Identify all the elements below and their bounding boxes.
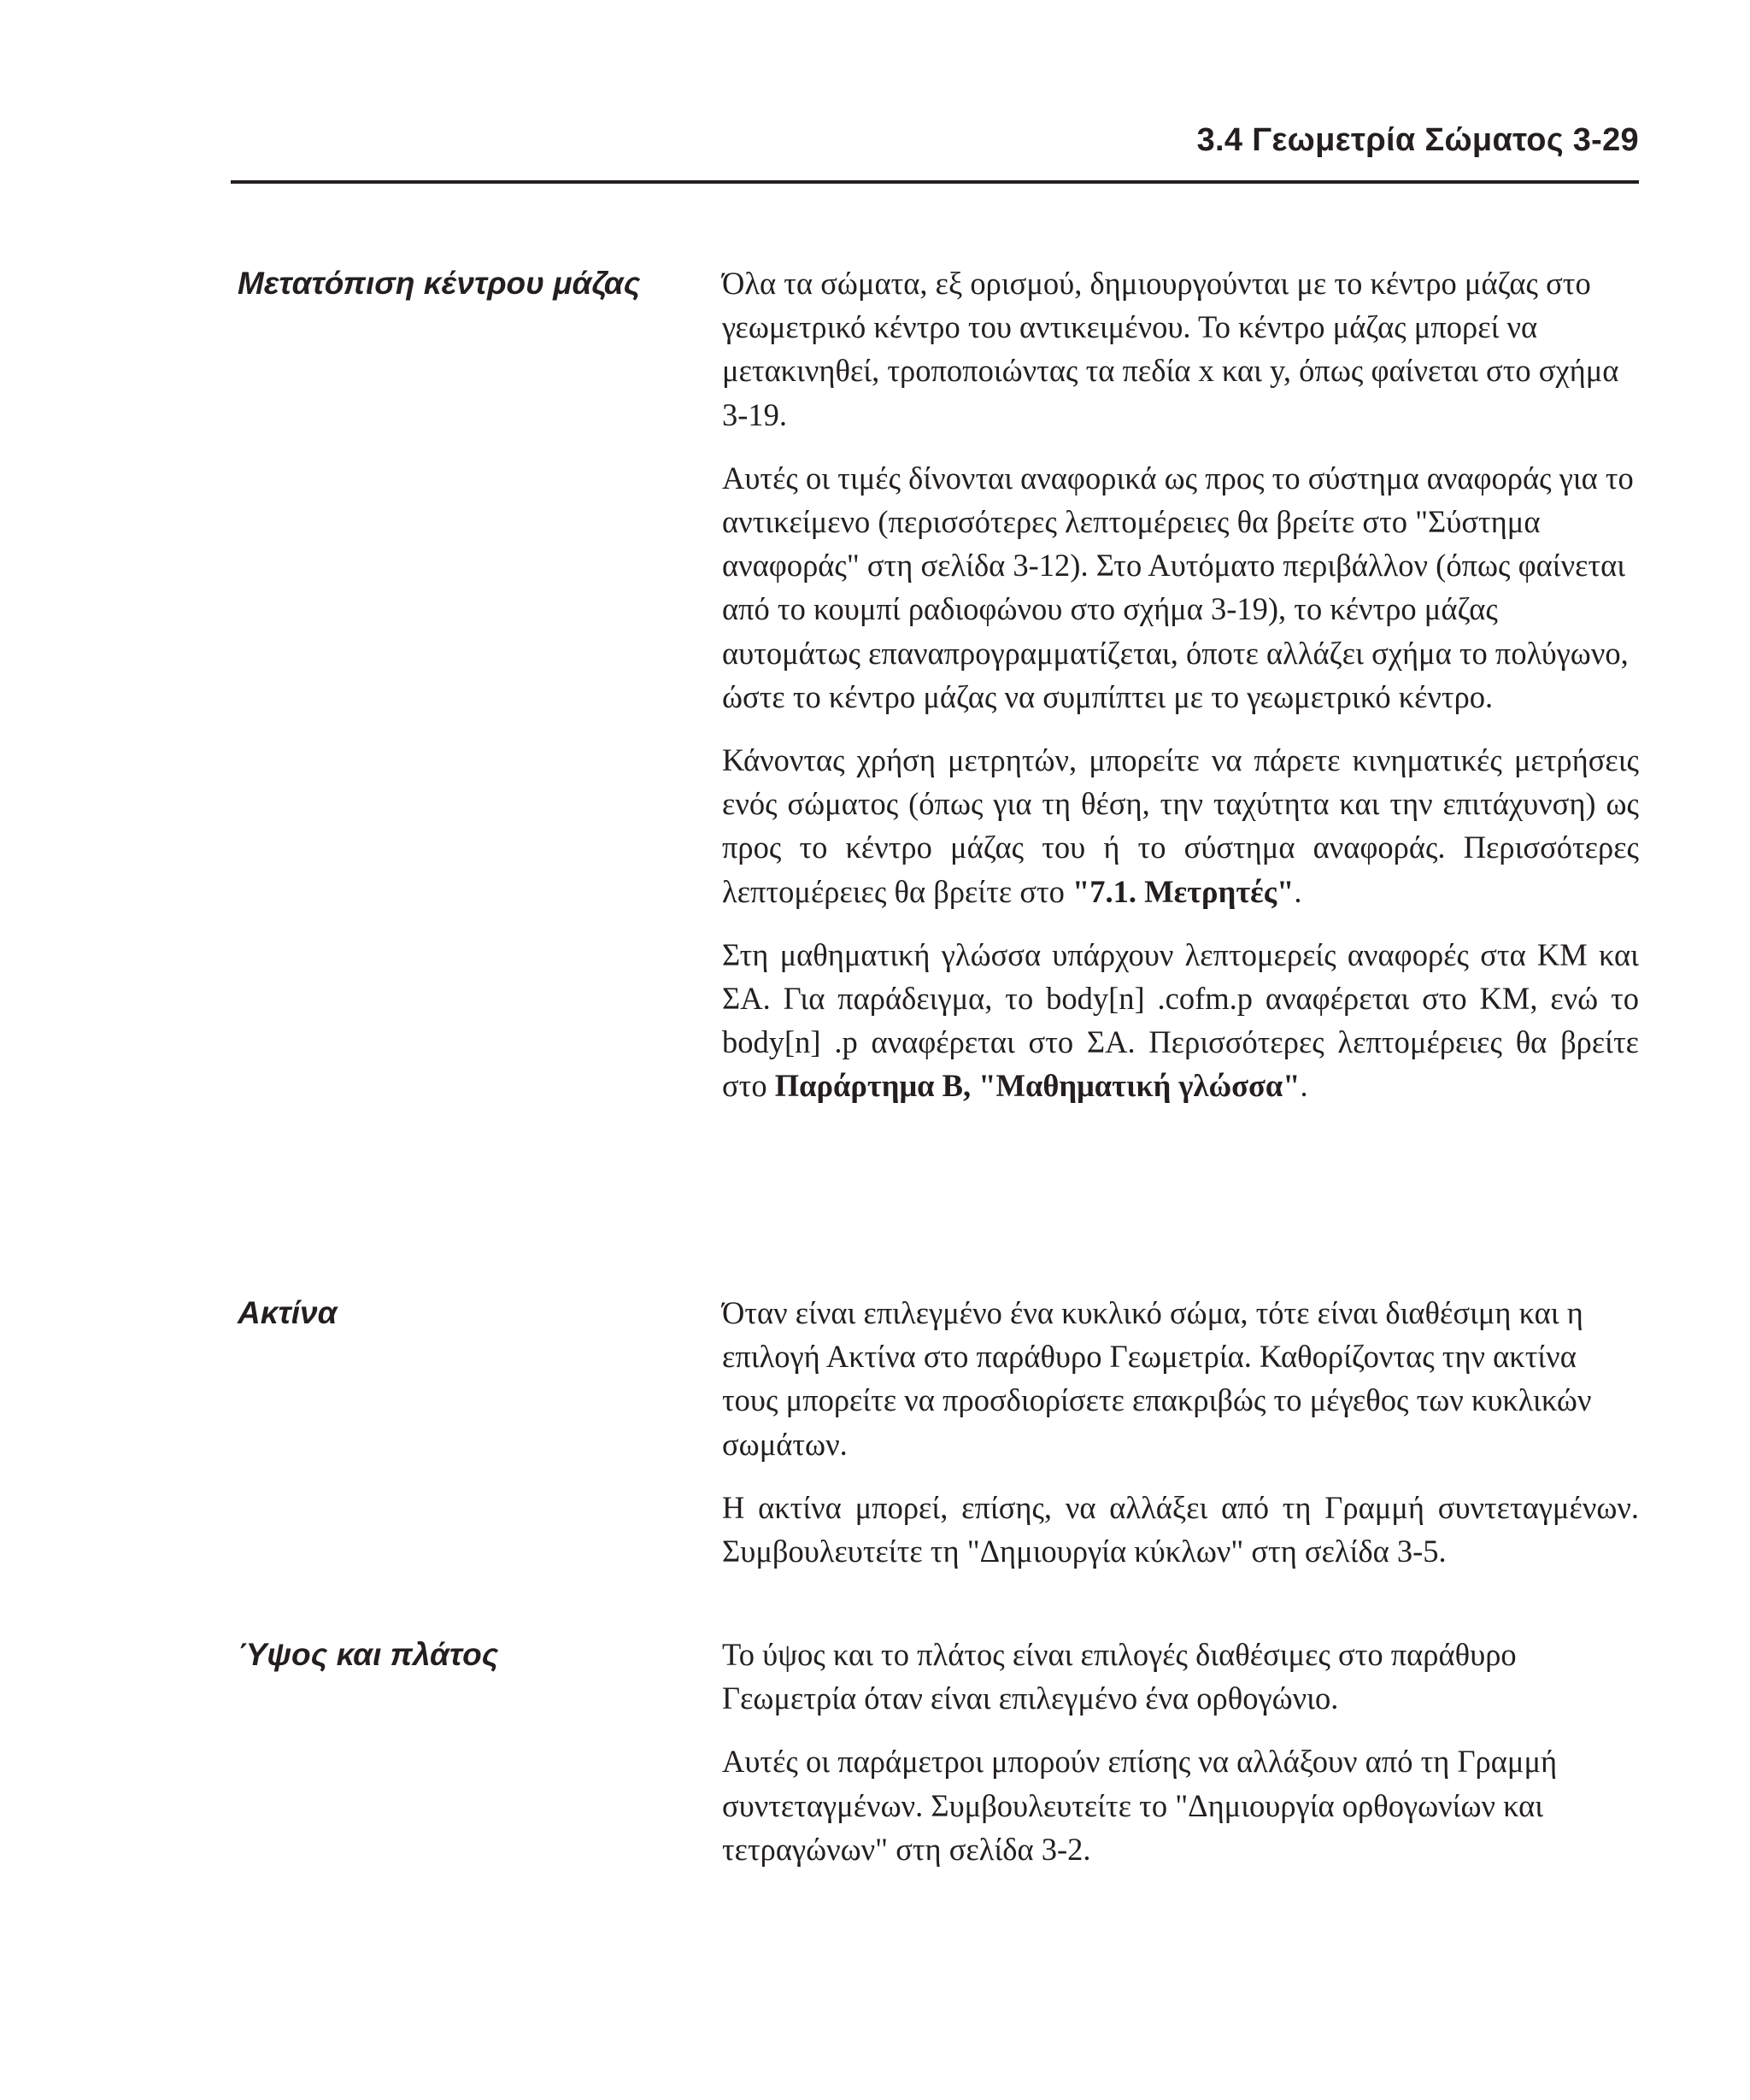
page-header-title: 3.4 Γεωμετρία Σώματος 3-29	[1196, 122, 1639, 158]
paragraph: Αυτές οι παράμετροι μπορούν επίσης να αλλάξουν από τη Γραμμή συντεταγμένων. Συμβουλευτείτε το "Δημιουργία ορθογωνίων και τετραγώνων" στη σελίδα 3-2.	[722, 1744, 1558, 1867]
section-heading: Ύψος και πλάτος	[238, 1637, 499, 1672]
paragraph-text: .	[1300, 1068, 1308, 1104]
paragraph-text: .	[1294, 873, 1302, 909]
paragraph: Όταν είναι επιλεγμένο ένα κυκλικό σώμα, τότε είναι διαθέσιμη και η επιλογή Ακτίνα στο παράθυρο Γεωμετρία. Καθορίζοντας την ακτίνα τους μπορείτε να προσδιορίσετε επακριβώς το μέγεθος των κυκλικών σωμάτων.	[722, 1295, 1592, 1462]
paragraph: Το ύψος και το πλάτος είναι επιλογές διαθέσιμες στο παράθυρο Γεωμετρία όταν είναι επιλεγμένο ένα ορθογώνιο.	[722, 1637, 1517, 1716]
paragraph	[722, 738, 1639, 913]
paragraph-text: Κάνοντας χρήση μετρητών, μπορείτε να πάρετε κινηματικές μετρήσεις ενός σώματος (όπως για τη θέση, την ταχύτητα και την επιτάχυνση) ως προς το κέντρο μάζας του ή το σύστημα αναφοράς. Περισσότερες λεπτομέρειες θα βρείτε στο	[722, 742, 1639, 909]
section-body	[722, 1291, 1639, 1593]
paragraph: Όλα τα σώματα, εξ ορισμού, δημιουργούνται με το κέντρο μάζας στο γεωμετρικό κέντρο του αντικειμένου. Το κέντρο μάζας μπορεί να μετακινηθεί, τροποποιώντας τα πεδία x και y, όπως φαίνεται στο σχήμα 3-19.	[722, 266, 1619, 432]
paragraph	[722, 933, 1639, 1108]
section-heading: Ακτίνα	[238, 1295, 338, 1330]
paragraph: Η ακτίνα μπορεί, επίσης, να αλλάξει από τη Γραμμή συντεταγμένων. Συμβουλευτείτε τη "Δημιουργία κύκλων" στη σελίδα 3-5.	[722, 1489, 1639, 1569]
section-body	[722, 261, 1639, 1128]
section-heading: Μετατόπιση κέντρου μάζας	[238, 266, 641, 301]
paragraph-text: Στη μαθηματική γλώσσα υπάρχουν λεπτομερείς αναφορές στα ΚΜ και ΣΑ. Για παράδειγμα, το body[n] .cofm.p αναφέρεται στο ΚΜ, ενώ το body[n] .p αναφέρεται στο ΣΑ. Περισσότερες λεπτομέρειες θα βρείτε στο	[722, 936, 1639, 1104]
cross-reference: Παράρτημα Β, "Μαθηματική γλώσσα"	[774, 1068, 1301, 1104]
paragraph: Αυτές οι τιμές δίνονται αναφορικά ως προς το σύστημα αναφοράς για το αντικείμενο (περισσότερες λεπτομέρειες θα βρείτε στο "Σύστημα αναφοράς" στη σελίδα 3-12). Στο Αυτόματο περιβάλλον (όπως φαίνεται από το κουμπί ραδιοφώνου στο σχήμα 3-19), το κέντρο μάζας αυτομάτως επαναπρογραμματίζεται, όποτε αλλάζει σχήμα το πολύγωνο, ώστε το κέντρο μάζας να συμπίπτει με το γεωμετρικό κέντρο.	[722, 460, 1634, 714]
page-header	[231, 0, 1639, 184]
cross-reference: "7.1. Μετρητές"	[1072, 873, 1295, 909]
section-body	[722, 1633, 1639, 1891]
